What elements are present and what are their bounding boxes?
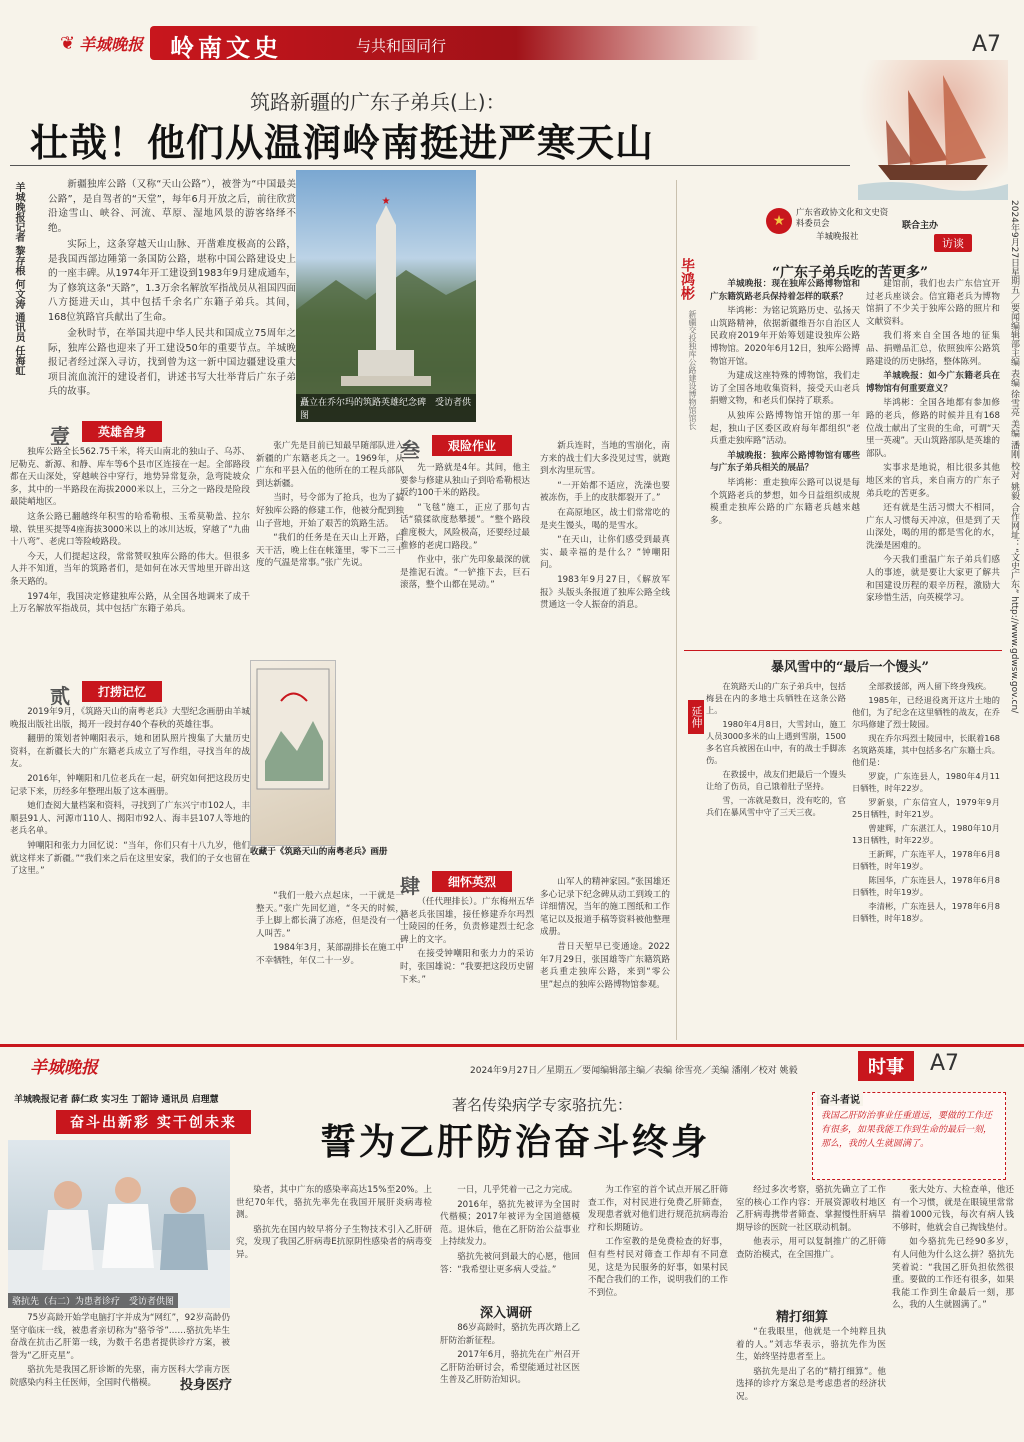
section-4-head: [400, 870, 512, 898]
article1-col1: [10, 446, 250, 676]
body-para: 张广先是目前已知最早随部队进入新疆的广东籍老兵之一。1969年，从广东和平县入伍的他所在的工程兵部队到达新疆。: [256, 441, 404, 489]
article1-headline: 壮哉！他们从温润岭南挺进严寒天山: [30, 121, 655, 165]
body-para: “我们的任务是在天山上开路，白天干活，晚上住在帐篷里，零下二三十度的气温是常事。”张广先说。: [256, 533, 404, 569]
section-2-head: [50, 680, 162, 708]
body-para: 在接受钟嘲阳和张力力的采访时，张国雄说：“我要把这段历史留下来。”: [400, 949, 534, 985]
body-para: 骆抗先被问到最大的心愿，他回答：“我希望让更多病人受益。”: [440, 1251, 580, 1275]
section-banner: [150, 26, 760, 60]
section-subtitle: 与共和国同行: [356, 37, 447, 55]
body-para: 2016年，骆抗先被评为全国时代楷模；2017年被评为全国道德模范。退休后，他在乙肝防治公益事业上持续发力。: [440, 1199, 580, 1248]
interview-para: 还有就是生活习惯大不相同，广东人习惯每天冲凉，但是到了天山深处，喝的用的都是雪化的水，洗澡是困难的。: [866, 503, 1000, 551]
extension-para: 雪，一冻就是数日，没有吃的，官兵们在暴风雪中守了三天三夜。: [706, 795, 846, 817]
svg-text:★: ★: [381, 196, 391, 207]
ram-logo-icon: ❦: [60, 32, 76, 54]
side-info: 2024年9月27日星期五／要闻编辑部主编 表编 徐雪亮 美编 潘刚 校对 姚毅 合作网址：“文史广东” http://www.gdwsw.gov.cn/: [1009, 200, 1019, 714]
bottom-col6: [892, 1184, 1014, 1436]
interview-title: “广东子弟兵吃的苦更多”: [771, 265, 929, 281]
body-para: 钟嘲阳和张力力回忆说：“当年，你们只有十八九岁，他们就这样来了新疆。”“我们来之后在这里安家，我们的子女也留在了这里。”: [10, 840, 250, 877]
extension-col1: [706, 680, 846, 1030]
interview-para: 建馆前，我们也去广东信宜开过老兵座谈会。信宜籍老兵为博物馆捐了不少关于独库公路的照片和文献资料。: [866, 279, 1000, 327]
caption-text: 收藏于《筑路天山的南粤老兵》画册: [250, 847, 388, 857]
bottom-brand: 羊城晚报: [30, 1058, 98, 1078]
body-para: 一日，几乎凭着一己之力完成。: [457, 1185, 578, 1195]
interview-col1: [710, 278, 860, 642]
article1-col5b: [540, 876, 670, 1034]
bottom-section: 时事: [868, 1057, 904, 1078]
extension-para: 罗旋，广东连县人，1980年4月11日牺牲，时年22岁。: [852, 771, 1000, 793]
body-para: 75岁高龄开始学电脑打字并成为“网红”，92岁高龄仍坚守临床一线，被患者亲切称为“骆爷爷”……骆抗先毕生奋战在抗击乙肝第一线，为数千名患者提供诊疗方案，被誉为“乙肝克星”。: [10, 1313, 230, 1361]
body-para: 染者，其中广东的感染率高达15%至20%。上世纪70年代，骆抗先率先在我国开展肝炎病毒检测。: [236, 1185, 432, 1221]
body-para: 经过多次考察，骆抗先确立了工作室的核心工作内容：开展资源收村地区乙肝病毒携带者筛查、掌握慢性肝病早期导诊的医院一社区联动机制。: [736, 1185, 886, 1233]
body-para: “在我眼里，他就是一个纯粹且执着的人。”刘志华表示，骆抗先作为医生，始终坚持患者至上。: [736, 1327, 886, 1363]
section-title: 艰险作业: [432, 435, 512, 456]
partner-name: 广东省政协文化和文史资料委员会: [796, 207, 889, 228]
article1-col2: [10, 706, 250, 1032]
junk-boat-illustration: [858, 60, 1008, 200]
book-photo: [250, 660, 336, 846]
extension-para: 陈国华，广东连县人，1978年6月8日牺牲，时年19岁。: [852, 875, 1000, 897]
section-title: 打捞记忆: [82, 681, 162, 702]
extension-para: 现在乔尔玛烈士陵园中，长眠着168名筑路英雄，其中包括多名广东籍士兵。他们是：: [852, 733, 1000, 767]
body-para: 山军人的精神家园。”张国雄还多心记录下纪念碑从动工到竣工的详细情况，当年的施工图纸和工作笔记以及报道手稿等资料被他整理成册。: [540, 877, 670, 938]
interview-para: 为建成这座特殊的博物馆，我们走访了全国各地收集资料，接受天山老兵捐赠文物，和老兵们保持了联系。: [710, 371, 860, 407]
bottom-date-line: 2024年9月27日／星期五／要闻编辑部主编／表编 徐雪亮／美编 潘刚／校对 姚毅: [470, 1066, 798, 1076]
top-header: [0, 0, 1024, 62]
bottom-col2-subhead: 投身医疗: [180, 1378, 233, 1393]
body-para: 先一路就是4年。其间，他主要参与修建从独山子到哈希勒根达坂约100千米的路段。: [400, 463, 530, 499]
bottom-section-badge: [858, 1051, 914, 1081]
body-para: 2017年6月，骆抗先在广州召开乙肝防治研讨会，希望能通过社区医生普及乙肝防治知识。: [440, 1350, 580, 1386]
bottom-banner: 奋斗出新彩 实干创未来: [56, 1110, 251, 1134]
doctor-photo-caption: 骆抗先（右二）为患者诊疗 受访者供图: [8, 1293, 178, 1308]
body-para: 86岁高龄时，骆抗先再次踏上乙肝防治新征程。: [440, 1323, 580, 1346]
interview-para: 毕鸿彬：全国各地都有参加修路的老兵，修路的时候并且有168位战士献出了宝贵的生命，可谓“天里一英魂”。天山筑路部队是英雄的部队。: [866, 398, 1000, 459]
body-para: 1983年9月27日，《解放军报》头版头条报道了独库公路全线贯通这一令人振奋的消息。: [540, 574, 670, 611]
bottom-kicker: 著名传染病学专家骆抗先：: [452, 1096, 633, 1114]
interview-para: 实事求是地说，相比很多其他地区来的官兵，来自南方的广东子弟兵吃的苦更多。: [866, 463, 1000, 499]
body-para: 2019年9月，《筑路天山的南粤老兵》大型纪念画册由羊城晚报出版社出版，揭开一段封存40个春秋的英雄往事。: [10, 707, 250, 730]
extension-rule: [684, 650, 1002, 651]
bottom-byline: 羊城晚报记者 薛仁政 实习生 丁韶诗 通讯员 启理慧: [14, 1095, 219, 1105]
interview-para: 今天我们重温广东子弟兵们感人的事迹，就是要让大家更了解共和国建设历程的艰辛历程，激励大家珍惜生活，向英模学习。: [866, 555, 1000, 604]
extension-para: 在筑路天山的广东子弟兵中，包括梅县在内的多地士兵牺牲在这条公路上。: [706, 681, 846, 715]
bottom-col5-subhead: 精打细算: [776, 1310, 829, 1325]
bottom-header: [0, 1044, 1024, 1087]
bottom-page-number: A7: [930, 1051, 960, 1076]
interview-col2: [866, 278, 1000, 642]
body-para: 新兵连时，当地的雪崩化，南方来的战士们大多没见过雪，就跑到水沟里玩雪。: [540, 441, 670, 477]
bottom-col5b: [736, 1326, 886, 1436]
section-number: 叁: [400, 438, 420, 462]
lead-para: 金秋时节，在举国共迎中华人民共和国成立75周年之际，独库公路也迎来了开工建设50年的重要节点。羊城晚报记者经过深入寻访，找到曾为这一新中国边疆建设重大项目流血流汗的建设者们，讲述书写大壮举背后广东子弟兵的故事。: [48, 328, 296, 397]
extension-para: 罗新泉，广东信宜人，1979年9月25日牺牲，时年21岁。: [852, 797, 1000, 819]
extension-title: 暴风雪中的“最后一个馒头”: [771, 660, 929, 675]
brand-logo: [60, 30, 143, 56]
partner-paper: 羊城晚报社: [816, 232, 859, 242]
interview-para: 从独库公路博物馆开馆的那一年起，独山子区委区政府每年都组织“老兵重走独库路”活动。: [710, 410, 860, 447]
article1-byline: 羊城晚报记者 黎存根 何文涛 通讯员 任海虹: [13, 182, 24, 376]
body-para: “我们一般六点起床，一干就是一整天。”张广先回忆道，“冬天的时候，手上脚上都长满了冻疮，但是没有一个人叫苦。”: [256, 891, 404, 939]
interview-tag: 访谈: [934, 234, 972, 252]
section-title: 细怀英烈: [432, 871, 512, 892]
article1-col3b: [256, 890, 404, 1034]
body-para: 她们查阅大量档案和资料，寻找到了广东兴宁市102人，丰顺县91人、河源市110人、揭阳市92人、海丰县107人等地的老兵名单。: [10, 801, 250, 837]
interviewee-desc: 新疆交投独库公路建设博物馆馆长: [688, 310, 697, 430]
body-para: 这条公路已翻越终年积雪的哈希勒根、玉希莫勒盖、拉尔墩、铁里买提等4座海拔3000米以上的冰川达坂，穿越了“九曲十八弯”、老虎口等险峻路段。: [10, 511, 250, 548]
body-para: 今天，人们提起这段，常常赞叹独库公路的伟大。但很多人并不知道，当年的筑路者们，是如何在冰天雪地里开辟出这条天路的。: [10, 551, 250, 587]
bottom-col4: [588, 1184, 728, 1436]
interviewee-name: 毕鸿彬: [679, 258, 695, 300]
body-para: 作业中，张广先印象最深的就是推泥石流。“一铲推下去，巨石滚落，整个山都在晃动。”: [400, 555, 530, 591]
partner-joint: 联合主办: [902, 221, 939, 231]
column-divider: [676, 180, 677, 1040]
extension-para: 王新辉，广东连平人，1978年6月8日牺牲，时年19岁。: [852, 849, 1000, 871]
article1-lead: [48, 178, 296, 438]
lead-para: 新疆独库公路（又称“天山公路”），被誉为“中国最美公路”，是自驾者的“天堂”，每年6月开放之后，前往欣赏沿途雪山、峡谷、河流、草原、湿地风景的游客络绎不绝。: [48, 179, 296, 234]
article1-kicker: 筑路新疆的广东子弟兵(上)：: [250, 90, 506, 114]
body-para: 1974年，我国决定修建独库公路，从全国各地调来了成千上万名解放军指战员，其中包括广东籍子弟兵。: [10, 591, 250, 615]
body-para: 独库公路全长562.75千米，将天山南北的独山子、乌苏、尼勒克、新源、和静、库车等6个县市区连接在一起。全部路段都在天山深处，穿越峡谷中穿行，地势异常复杂，急弯陡坡众多，其中的一半路段在海拔2000米以上，三分之一路段是险段最陡峭地区。: [10, 447, 250, 508]
article1-col3: [256, 440, 404, 650]
extension-col2: [852, 680, 1000, 1030]
body-para: 当时，号令部为了抢兵，也为了搞好独库公路的修建工作，他被分配到独山子营地，开始了艰苦的筑路生活。: [256, 493, 404, 529]
article1-col5: [540, 440, 670, 860]
extension-para: 李清彬，广东连县人，1978年6月8日牺牲，时年18岁。: [852, 901, 1000, 923]
body-para: “一开始都不适应，洗澡也要被冻伤，手上的皮肤都裂开了。”: [540, 480, 670, 504]
body-para: 张大处方、大检查单，他还有一个习惯，就是在眼镜里常常揣着1000元钱，每次有病人钱不够时，他就会自己掏钱垫付。: [892, 1185, 1014, 1233]
body-para: 如今骆抗先已经90多岁，有人问他为什么这么拼？骆抗先笑着说：“我国乙肝负担依然很重。要做的工作还有很多，如果我能工作到生命最后一刻，那么，我的人生就圆满了。”: [892, 1237, 1014, 1311]
section-number: 肆: [400, 874, 420, 898]
section-title: 岭南文史: [170, 33, 282, 62]
interview-para: 羊城晚报：现在独库公路博物馆和广东籍筑路老兵保持着怎样的联系？: [710, 279, 860, 302]
section-3-head: [400, 434, 512, 462]
page-number: A7: [972, 32, 1002, 57]
interview-para: 羊城晚报：独库公路博物馆有哪些与广东子弟兵相关的展品？: [710, 450, 860, 474]
body-para: 昔日天堑早已变通途。2022年7月29日，张国雄等广东籍筑路老兵重走独库公路，来到“零公里”起点的独库公路博物馆参观。: [540, 941, 670, 990]
interview-para: 毕鸿彬：为铭记筑路历史、弘扬天山筑路精神，依据新疆维吾尔自治区人民政府2019年开始筹划建设独库公路博物馆。2020年6月12日，独库公路博物馆开馆。: [710, 306, 860, 367]
article1-col4: [400, 462, 530, 862]
extension-para: 曾建辉，广东湛江人，1980年10月13日牺牲，时年22岁。: [852, 823, 1000, 845]
monument-photo-caption: 矗立在乔尔玛的筑路英雄纪念碑 受访者供图: [296, 394, 476, 422]
body-para: （任代理排长）。广东梅州五华籍老兵张国雄，接任修建乔尔玛烈士陵园的任务，负责修建烈士纪念碑上的文字。: [400, 897, 534, 945]
brand-name: 羊城晚报: [79, 34, 144, 54]
section-number: 壹: [50, 424, 70, 448]
bottom-col2: [236, 1184, 432, 1374]
extension-para: 1980年4月8日，大雪封山，施工人员3000多米的山上遇到雪崩，1500多名官兵被困在山中，有的战士手脚冻伤。: [706, 719, 846, 765]
extension-tag: 延伸: [688, 700, 704, 734]
body-para: 骆抗先是我国乙肝诊断的先驱，南方医科大学南方医院感染内科主任医师，全国时代楷模。: [10, 1365, 230, 1388]
interview-para: 毕鸿彬：重走独库公路可以说是每个筑路老兵的梦想，如今日益组织成规模重走独库公路的广东籍老兵越来越多。: [710, 477, 860, 526]
interview-para: 我们将来自全国各地的征集品、捐赠品汇总，依照独库公路筑路建设的历史脉络，整体陈列。: [866, 331, 1000, 367]
body-para: 为工作室的首个试点开展乙肝筛查工作，对村民进行免费乙肝筛查，发现患者就对他们进行规范抗病毒治疗和长期随访。: [588, 1185, 728, 1233]
section-1-head: [50, 420, 162, 448]
body-para: 1984年3月，某部副排长在施工中不幸牺牲，年仅二十一岁。: [256, 943, 404, 966]
bottom-headline: 誓为乙肝防治奋斗终身: [320, 1122, 711, 1163]
body-para: 他表示，用可以复制推广的乙肝筛查防治模式，在全国推广。: [736, 1237, 886, 1260]
comment-tag: 奋斗者说: [817, 1091, 863, 1106]
lead-para: 实际上，这条穿越天山山脉、开凿难度极高的公路，是我国西部边陲第一条国防公路，堪称中国公路建设史上的一座丰碑。从1974年开工建设到1983年9月建成通车，为了修筑这条“天路”，1.3万余名解放军指战员从祖国四面八方挺进天山，其中包括千余名广东籍子弟兵。其间，168位筑路官兵献出了生命。: [48, 239, 296, 323]
interview-para: 羊城晚报：如今广东籍老兵在博物馆有何重要意义？: [866, 371, 1000, 394]
body-para: 翻册的策划者钟嘲阳表示，她和团队照片搜集了大量历史资料，在新疆长大的广东籍老兵成立了写作组，寻找当年的战友。: [10, 734, 250, 770]
bottom-col3-subhead: 深入调研: [480, 1306, 533, 1321]
comment-text: 我国乙肝防治事业任重道远，要做的工作还有很多，如果我能工作到生命的最后一刻，那么，我的人生就圆满了。: [821, 1111, 993, 1149]
body-para: 骆抗先是出了名的“精打细算”。他选择的诊疗方案总是考虑患者的经济状况。: [736, 1366, 886, 1402]
book-photo-caption: [250, 846, 400, 886]
section-number: 贰: [50, 684, 70, 708]
comment-box: [812, 1092, 1006, 1180]
body-para: “飞毯”施工，正应了那句古话“猿猱欲度愁攀援”。“整个路段难度极大，风险极高，还要经过最难修的老虎口路段。”: [400, 502, 530, 551]
monument-photo: [296, 170, 476, 422]
body-para: 在高原地区，战士们常常吃的是夹生馒头，喝的是雪水。: [540, 507, 670, 531]
extension-para: 在救援中，战友们把最后一个馒头让给了伤员，自己饿着肚子坚持。: [706, 769, 846, 791]
body-para: “在天山，让你们感受到最真实、最幸福的是什么？”钟嘲阳问。: [540, 535, 670, 571]
headline-rule: [10, 165, 850, 166]
bottom-col5: [736, 1184, 886, 1304]
article1-col4b: [400, 896, 534, 1034]
partner-emblem: ★: [766, 208, 792, 234]
section-title: 英雄舍身: [82, 421, 162, 442]
body-para: 2016年，钟嘲阳和几位老兵在一起，研究如何把这段历史记录下来，历经多年整理出版了这本画册。: [10, 773, 250, 797]
body-para: 工作室教的是免费检查的好事，但有些村民对筛查工作却有不同意见，这是为民服务的好事，如果村民不配合我们的工作，说明我们的工作不到位。: [588, 1237, 728, 1298]
extension-para: 1985年，已经退役离开这片土地的他们，为了纪念在这里牺牲的战友，在乔尔玛修建了烈士陵园。: [852, 695, 1000, 729]
extension-para: 全部救援部，两人留下终身残疾。: [868, 681, 992, 691]
body-para: 骆抗先在国内较早将分子生物技术引入乙肝研究，发现了我国乙肝病毒E抗原阴性感染者的病毒变异。: [236, 1224, 432, 1260]
bottom-col3b: [440, 1322, 580, 1436]
doctor-photo: [8, 1140, 230, 1308]
